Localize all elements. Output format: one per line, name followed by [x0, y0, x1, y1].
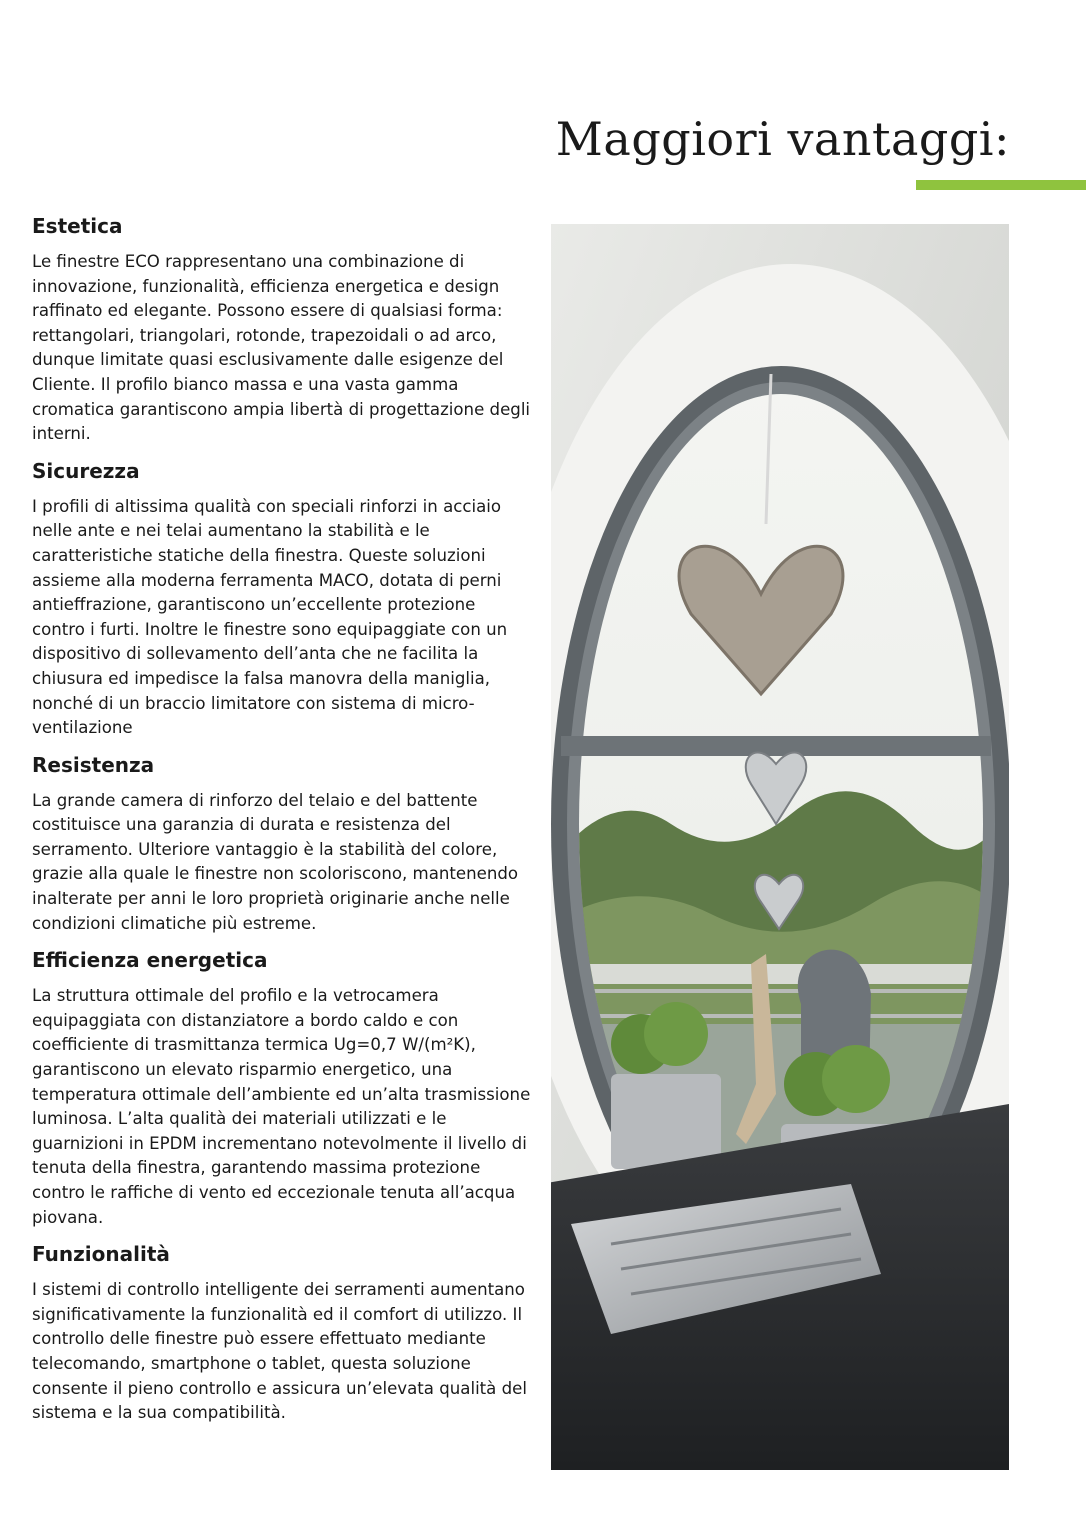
content-column — [32, 214, 532, 1438]
section-heading: Sicurezza — [32, 458, 140, 483]
section-estetica — [32, 214, 532, 447]
section-text: I sistemi di controllo intelligente dei serramenti aumentano significativamente la funzionalità ed il comfort di utilizzo. Il controllo delle finestre può essere effettuato mediante telecomando, smartphone o tablet, questa soluzione consente il pieno controllo e assicura un’elevata qualità del sistema e la sua compatibilità. — [32, 1280, 527, 1423]
section-resistenza — [32, 753, 532, 937]
section-text: La struttura ottimale del profilo e la vetrocamera equipaggiata con distanziatore a bordo caldo e con coefficiente di trasmittanza termica Ug=0,7 W/(m²K), garantiscono un elevato risparmio energetico, una temperatura ottimale dell’ambiente ed un’alta trasmissione luminosa. L’alta qualità dei materiali utilizzati e le guarnizioni in EPDM incrementano notevolmente il livello di tenuta della finestra, garantendo massima protezione contro le raffiche di vento ed eccezionale tenuta all’acqua piovana. — [32, 986, 531, 1227]
section-text: Le finestre ECO rappresentano una combinazione di innovazione, funzionalità, efficienza energetica e design raffinato ed elegante. Possono essere di qualsiasi forma: rettangolari, triangolari, rotonde, trapezoidali o ad arco, dunque limitate quasi esclusivamente dalle esigenze del Cliente. Il profilo bianco massa e una vasta gamma cromatica garantiscono ampia libertà di progettazione degli interni. — [32, 252, 531, 444]
section-efficienza-energetica — [32, 948, 532, 1230]
section-funzionalita — [32, 1242, 532, 1426]
round-window-photo — [551, 224, 1009, 1470]
section-text: La grande camera di rinforzo del telaio e del battente costituisce una garanzia di durata e resistenza del serramento. Ulteriore vantaggio è la stabilità del colore, grazie alla quale le finestre non scoloriscono, mantenendo inalterate per anni le loro proprietà originarie anche nelle condizioni climatiche più estreme. — [32, 790, 519, 933]
round-window-illustration — [551, 224, 1009, 1470]
section-heading: Resistenza — [32, 752, 155, 777]
section-heading: Estetica — [32, 214, 123, 238]
section-sicurezza — [32, 459, 532, 741]
page-title: Maggiori vantaggi: — [555, 112, 1010, 166]
section-text: I profili di altissima qualità con speciali rinforzi in acciaio nelle ante e nei telai aumentano la stabilità e le caratteristiche statiche della finestra. Queste soluzioni assieme alla moderna ferramenta MACO, dotata di perni antieffrazione, garantiscono un’eccellente protezione contro i furti. Inoltre le finestre sono equipaggiate con un dispositivo di sollevamento dell’anta che ne facilita la chiusura ed impedisce la falsa manovra della maniglia, nonché di un braccio limitatore con sistema di micro-ventilazione — [32, 496, 508, 738]
section-heading: Efficienza energetica — [32, 948, 268, 973]
accent-bar — [916, 180, 1086, 190]
section-heading: Funzionalità — [32, 1242, 170, 1267]
